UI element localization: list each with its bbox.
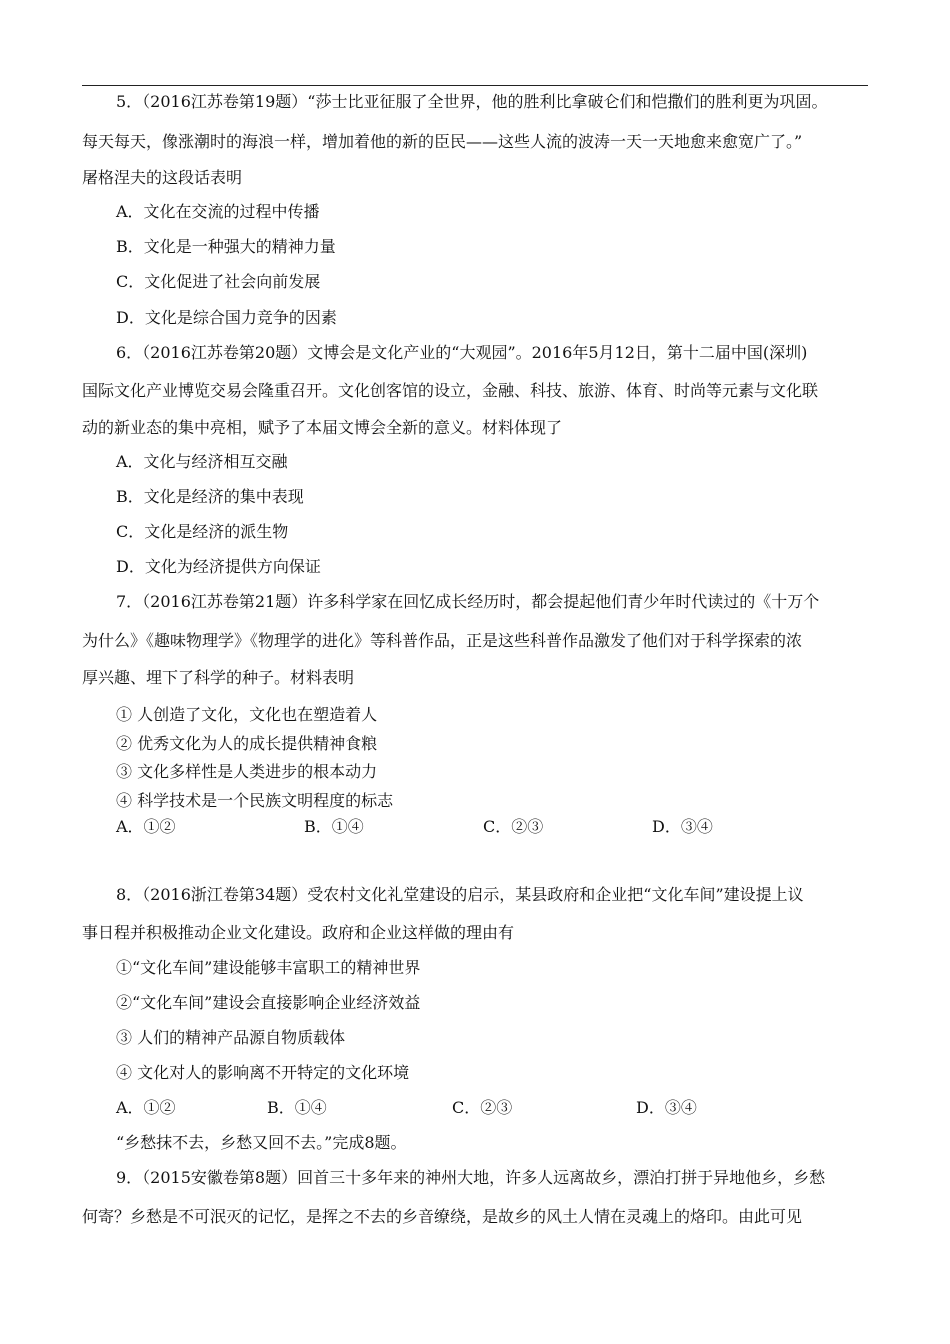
q9-intro: “乡愁抹不去，乡愁又回不去。”完成8题。 (116, 1133, 407, 1152)
q5-line-2: 每天每天，像涨潮时的海浪一样，增加着他的新的臣民——这些人流的波涛一天一天地愈来愈宽广了。” (82, 132, 803, 151)
q8-line-2: 事日程并积极推动企业文化建设。政府和企业这样做的理由有 (82, 923, 515, 942)
q5-line-1: 5．（2016江苏卷第19题）“莎士比亚征服了全世界，他的胜利比拿破仑们和恺撒们的胜利更为巩固。 (116, 92, 828, 111)
q6-line-3: 动的新业态的集中亮相，赋予了本届文博会全新的意义。材料体现了 (82, 418, 563, 437)
header-rule (82, 85, 868, 86)
q8-line-1: 8．（2016浙江卷第34题）受农村文化礼堂建设的启示，某县政府和企业把“文化车间”建设提上议 (116, 885, 804, 904)
q6-option-a: A．文化与经济相互交融 (116, 452, 288, 471)
q7-line-1: 7．（2016江苏卷第21题）许多科学家在回忆成长经历时，都会提起他们青少年时代读过的《十万个 (116, 592, 820, 611)
q8-choice-c: C．②③ (452, 1098, 513, 1117)
q7-choice-a: A．①② (116, 817, 176, 836)
q7-item-3: ③ 文化多样性是人类进步的根本动力 (116, 762, 378, 781)
q6-option-b: B．文化是经济的集中表现 (116, 487, 304, 506)
q5-option-b: B．文化是一种强大的精神力量 (116, 237, 336, 256)
q7-item-1: ① 人创造了文化，文化也在塑造着人 (116, 705, 378, 724)
q6-option-c: C．文化是经济的派生物 (116, 522, 289, 541)
q7-choice-c: C．②③ (483, 817, 544, 836)
q6-line-2: 国际文化产业博览交易会隆重召开。文化创客馆的设立，金融、科技、旅游、体育、时尚等元素与文化联 (82, 381, 819, 400)
q8-choice-a: A．①② (116, 1098, 176, 1117)
q5-line-3: 屠格涅夫的这段话表明 (82, 168, 243, 187)
q7-item-2: ② 优秀文化为人的成长提供精神食粮 (116, 734, 378, 753)
q8-item-1: ①“文化车间”建设能够丰富职工的精神世界 (116, 958, 421, 977)
q7-item-4: ④ 科学技术是一个民族文明程度的标志 (116, 791, 394, 810)
q7-choice-b: B．①④ (304, 817, 364, 836)
q6-option-d: D．文化为经济提供方向保证 (116, 557, 321, 576)
q8-choice-b: B．①④ (267, 1098, 327, 1117)
q8-item-2: ②“文化车间”建设会直接影响企业经济效益 (116, 993, 421, 1012)
q7-line-2: 为什么》《趣味物理学》《物理学的进化》等科普作品，正是这些科普作品激发了他们对于科学探索的浓 (82, 631, 803, 650)
q8-item-3: ③ 人们的精神产品源自物质载体 (116, 1028, 346, 1047)
q9-line-2: 何寄？乡愁是不可泯灭的记忆，是挥之不去的乡音缭绕，是故乡的风土人情在灵魂上的烙印。由此可见 (82, 1207, 803, 1226)
q9-line-1: 9．（2015安徽卷第8题）回首三十多年来的神州大地，许多人远离故乡，漂泊打拼于异地他乡，乡愁 (116, 1168, 826, 1187)
q5-option-a: A．文化在交流的过程中传播 (116, 202, 320, 221)
q6-line-1: 6．（2016江苏卷第20题）文博会是文化产业的“大观园”。2016年5月12日，第十二届中国(深圳) (116, 343, 808, 362)
q5-option-d: D．文化是综合国力竞争的因素 (116, 308, 337, 327)
q5-option-c: C．文化促进了社会向前发展 (116, 272, 321, 291)
q8-item-4: ④ 文化对人的影响离不开特定的文化环境 (116, 1063, 410, 1082)
q8-choice-d: D．③④ (636, 1098, 697, 1117)
q7-choice-d: D．③④ (652, 817, 713, 836)
q7-line-3: 厚兴趣、埋下了科学的种子。材料表明 (82, 668, 355, 687)
